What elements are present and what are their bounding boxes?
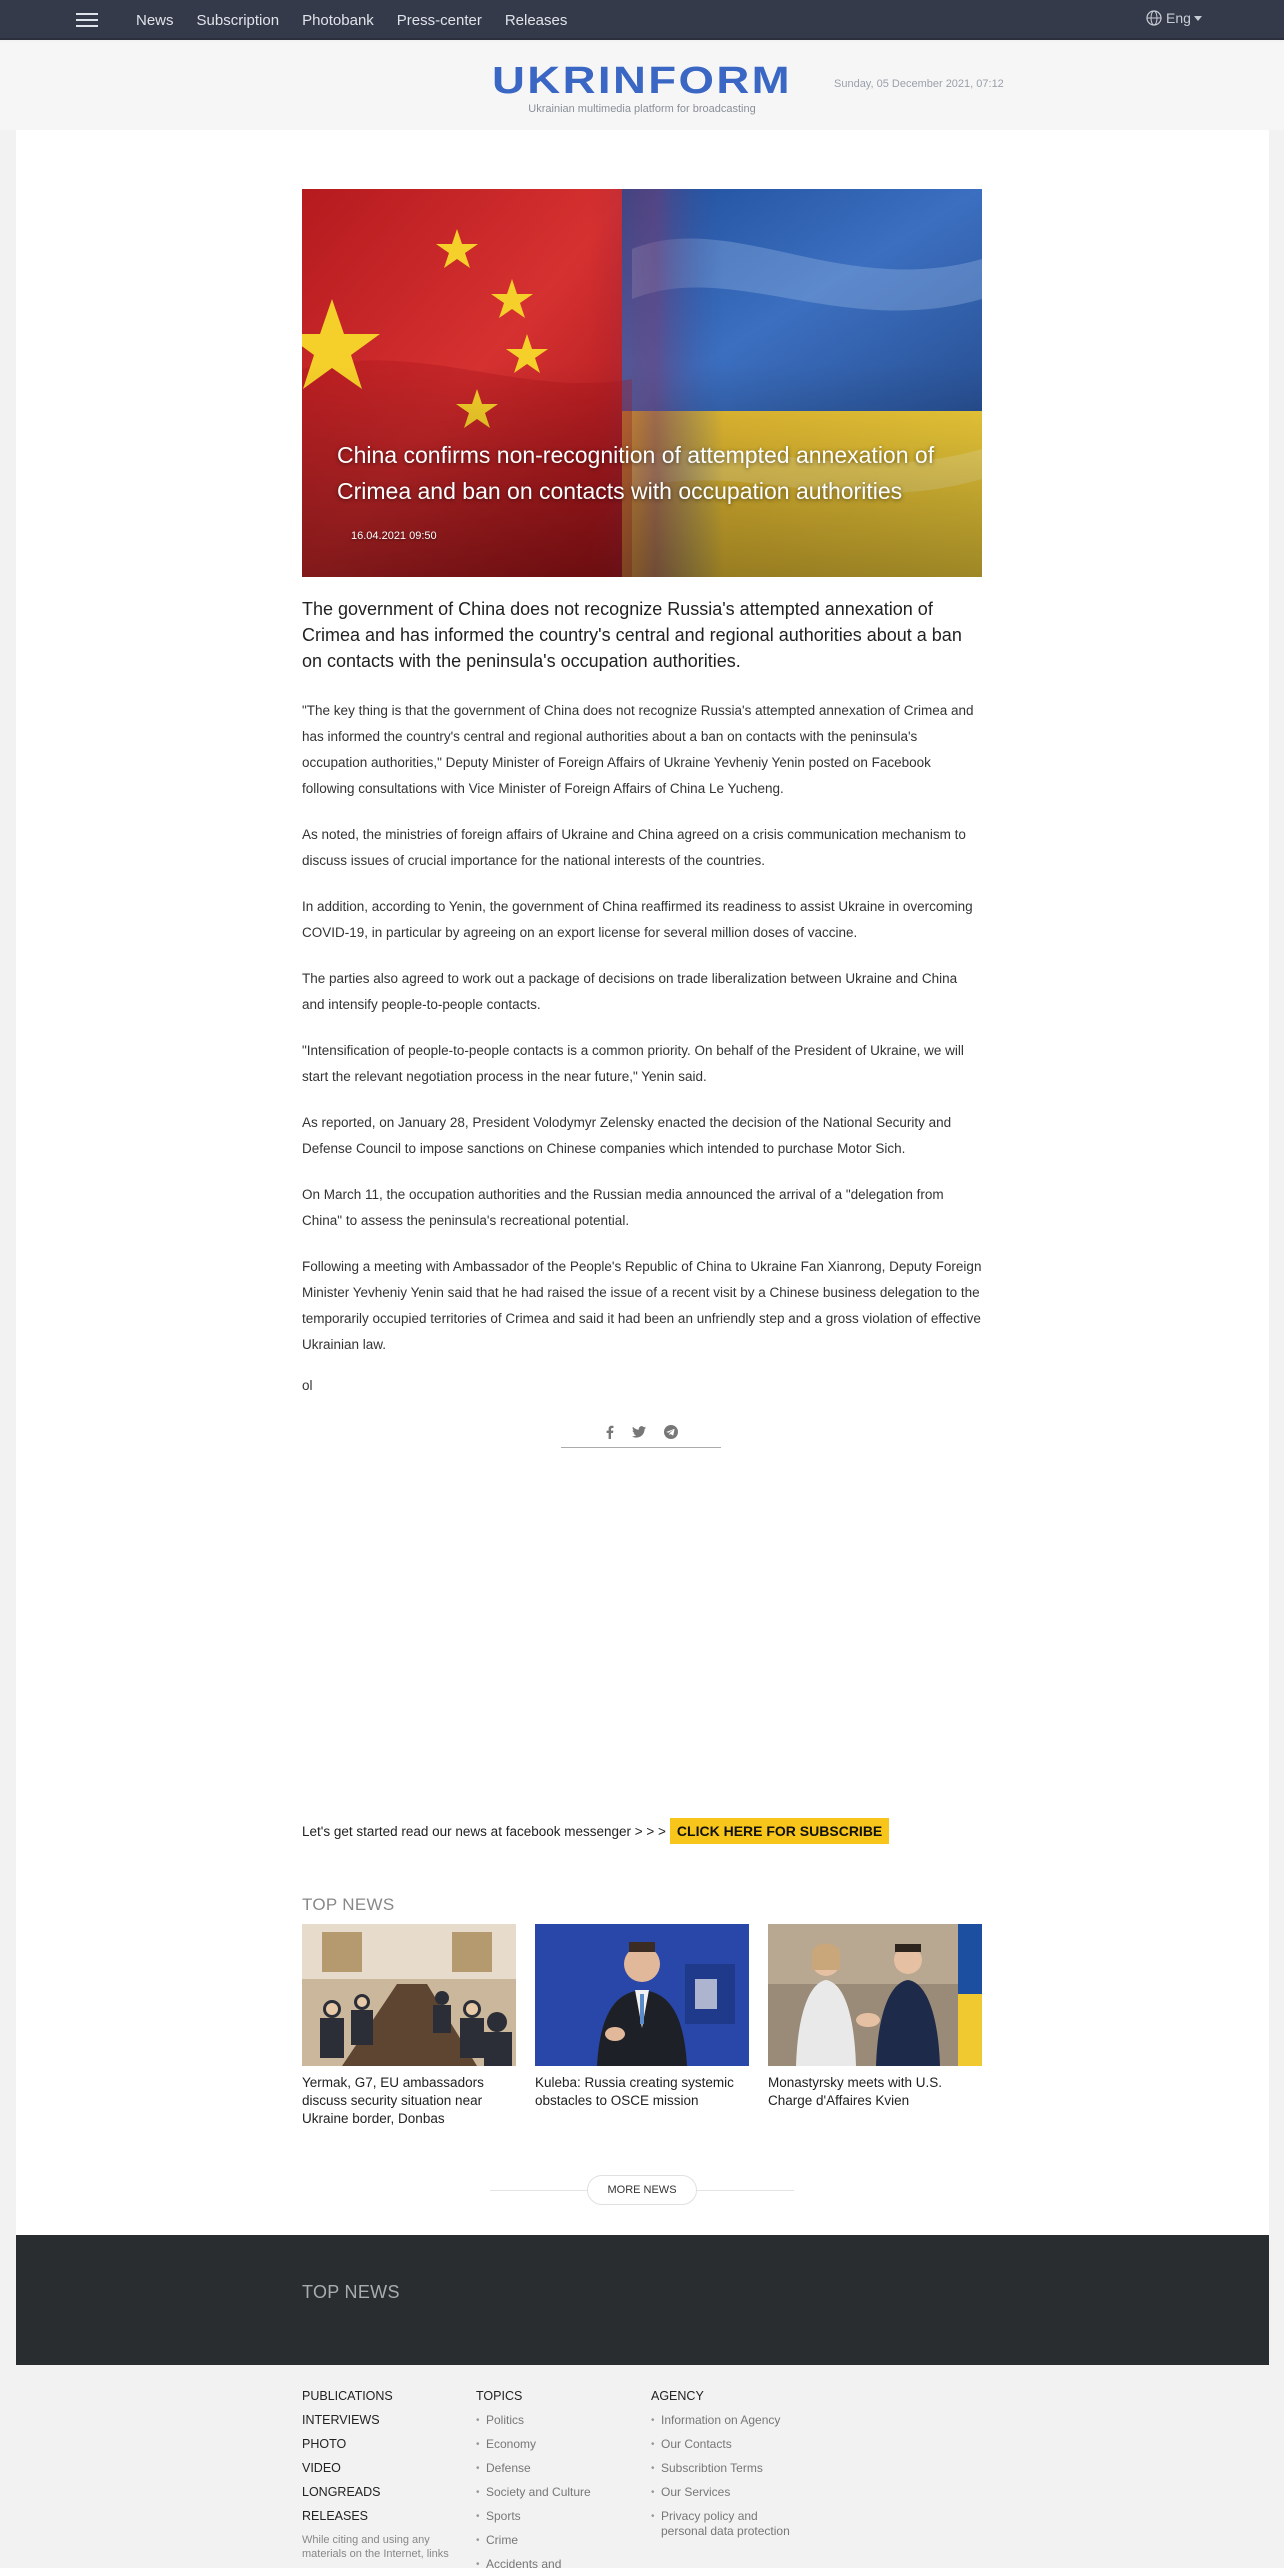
nav-press-center[interactable]: Press-center [396,11,482,29]
article-paragraph: "The key thing is that the government of China does not recognize Russia's attempted annexation of Crimea and has informed the country's central and regional authorities about a ban on contacts with the peninsula's occupation authorities," Deputy Minister of Foreign Affairs of Ukraine Yevheniy Yenin posted on Facebook following consultations with Vice Minister of Foreign Affairs of China Le Yucheng. [302,703,974,796]
article-title: China confirms non-recognition of attempted annexation of Crimea and ban on contacts with occupation authorities [337,442,935,504]
footer-releases[interactable]: RELEASES [302,2509,369,2523]
footer-agency-link[interactable]: • Our Services [651,2485,791,2500]
facebook-icon[interactable] [605,1425,614,1439]
footer-topics [476,2389,591,2568]
footer-citation-note: While citing and using any materials on the Internet, links [302,2534,449,2560]
footer-publications[interactable]: PUBLICATIONS [302,2389,393,2403]
ukrinform-logo[interactable] [490,62,794,96]
article-paragraph: In addition, according to Yenin, the government of China reaffirmed its readiness to assist Ukraine in overcoming COVID-19, in particular by agreeing on an export license for several million doses of vaccine. [302,899,973,940]
footer-longreads[interactable]: LONGREADS [302,2485,381,2499]
footer-agency-link[interactable]: • Privacy policy and personal data protection [651,2509,791,2539]
article-paragraph: "Intensification of people-to-people contacts is a common priority. On behalf of the President of Ukraine, we will start the relevant negotiation process in the near future," Yenin said. [302,1043,964,1084]
footer-interviews[interactable]: INTERVIEWS [302,2413,380,2427]
news-thumbnail[interactable] [535,1924,749,2066]
current-date: Sunday, 05 December 2021, 07:12 [834,78,1004,90]
nav-photobank[interactable]: Photobank [302,11,374,29]
footer-agency [651,2389,791,2548]
subscribe-text: Let's get started read our news at facebook messenger > > > [302,1823,666,1839]
top-nav-bar [0,0,1284,40]
footer-topic-link[interactable]: • Economy [476,2437,591,2452]
article-paragraph: As noted, the ministries of foreign affairs of Ukraine and China agreed on a crisis communication mechanism to discuss issues of crucial importance for the national interests of the countries. [302,827,966,868]
chevron-down-icon [1194,16,1202,21]
footer-sections [302,2389,452,2561]
subscribe-button[interactable]: CLICK HERE FOR SUBSCRIBE [670,1818,889,1844]
article-hero [302,189,982,577]
main-nav [136,0,590,40]
footer-topic-link[interactable]: • Society and Culture [476,2485,591,2500]
nav-subscription[interactable]: Subscription [196,11,280,29]
article-lead: The government of China does not recognize Russia's attempted annexation of Crimea and has informed the country's central and regional authorities about a ban on contacts with the peninsula's occupation authorities. [302,599,962,671]
article-paragraph: Following a meeting with Ambassador of the People's Republic of China to Ukraine Fan Xianrong, Deputy Foreign Minister Yevheniy Yenin said that he had raised the issue of a recent visit by a Chinese business delegation to the temporarily occupied territories of Crimea and said it had been an unfriendly step and a gross violation of effective Ukrainian law. [302,1259,982,1352]
article-paragraph: On March 11, the occupation authorities and the Russian media announced the arrival of a "delegation from China" to assess the peninsula's recreational potential. [302,1187,944,1228]
messenger-subscribe [302,1818,889,1844]
footer-topic-link[interactable]: • Accidents and [476,2557,591,2568]
footer-agency-link[interactable]: • Subscribtion Terms [651,2461,791,2476]
footer-agency-link[interactable]: • Information on Agency [651,2413,791,2428]
article-paragraph: As reported, on January 28, President Volodymyr Zelensky enacted the decision of the National Security and Defense Council to impose sanctions on Chinese companies which intended to purchase Motor Sich. [302,1115,952,1156]
site-footer [0,2365,1284,2568]
globe-icon [1146,10,1162,26]
footer-agency-heading[interactable]: AGENCY [651,2389,704,2403]
footer-topics-heading[interactable]: TOPICS [476,2389,523,2403]
menu-icon[interactable] [76,12,98,28]
footer-topic-link[interactable]: • Politics [476,2413,591,2428]
svg-text:UKRINFORM: UKRINFORM [492,62,792,96]
news-title[interactable]: Kuleba: Russia creating systemic obstacles to OSCE mission [535,2075,734,2108]
footer-topic-link[interactable]: • Defense [476,2461,591,2476]
footer-agency-link[interactable]: • Our Contacts [651,2437,791,2452]
news-card[interactable] [768,1924,982,2110]
article-author: ol [302,1378,313,1393]
more-news-button[interactable]: MORE NEWS [587,2175,697,2205]
site-slogan: Ukrainian multimedia platform for broadcasting [528,103,756,115]
news-card[interactable] [302,1924,516,2128]
dark-top-news-section [16,2235,1269,2365]
news-thumbnail[interactable] [302,1924,516,2066]
share-bar [561,1416,721,1448]
article-paragraph: The parties also agreed to work out a package of decisions on trade liberalization between Ukraine and China and intensify people-to-people contacts. [302,971,958,1012]
footer-photo[interactable]: PHOTO [302,2437,347,2451]
dark-top-news-heading: TOP NEWS [302,2282,400,2302]
news-title[interactable]: Monastyrsky meets with U.S. Charge d'Affaires Kvien [768,2075,943,2108]
top-news-heading: TOP NEWS [302,1895,395,1914]
site-header [0,42,1284,130]
article-body [302,596,982,1393]
footer-video[interactable]: VIDEO [302,2461,341,2475]
nav-releases[interactable]: Releases [504,11,568,29]
language-label: Eng [1166,10,1191,26]
footer-topic-link[interactable]: • Crime [476,2533,591,2548]
news-thumbnail[interactable] [768,1924,982,2066]
nav-news[interactable]: News [136,11,174,29]
twitter-icon[interactable] [632,1426,646,1438]
news-title[interactable]: Yermak, G7, EU ambassadors discuss security situation near Ukraine border, Donbas [302,2075,484,2126]
news-card[interactable] [535,1924,749,2110]
footer-topic-link[interactable]: • Sports [476,2509,591,2524]
article-date: 16.04.2021 09:50 [351,530,437,542]
flags-image [302,189,982,577]
telegram-icon[interactable] [664,1425,678,1439]
language-selector[interactable] [1146,10,1202,26]
